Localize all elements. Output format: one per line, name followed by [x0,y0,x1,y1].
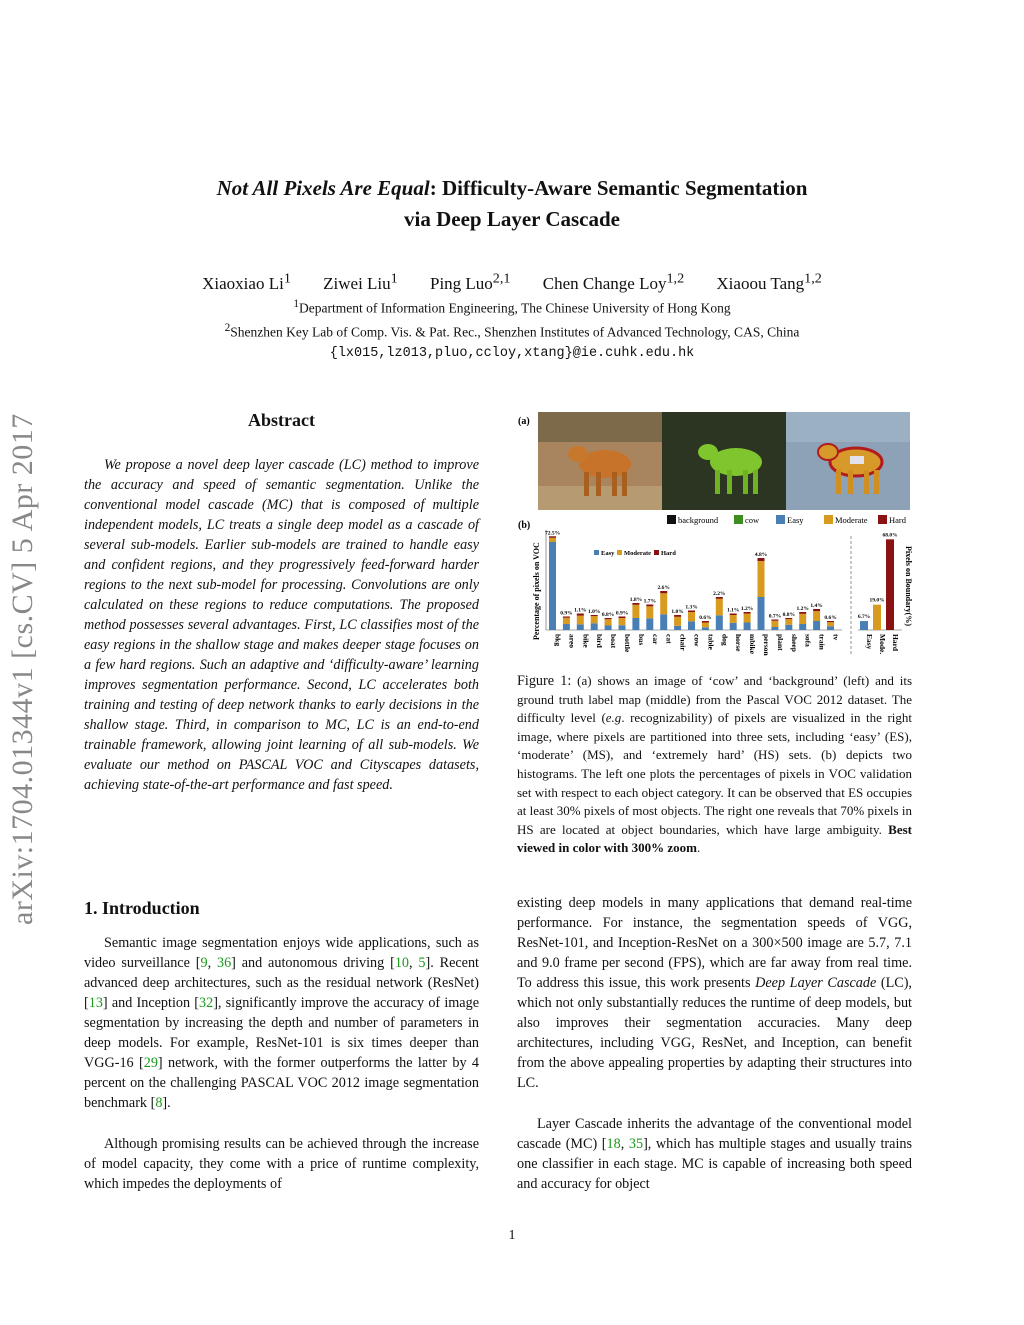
bar-sofa-hard [799,612,806,614]
citation-link[interactable]: 35 [628,1136,644,1152]
bar-horse-moderate [730,615,737,623]
bar-value-label: 1.3% [685,604,698,611]
bar-bus-easy [632,618,639,630]
x-tick-label: car [650,634,660,645]
author: Xiaoou Tang$^{1,2}$ [716,270,822,293]
legend-swatch-easy [776,515,785,524]
ground-truth-label-map [662,412,786,510]
boundary-bar-mode [873,605,881,630]
legend-label: cow [745,515,760,525]
bar-value-label: 0.8% [782,612,795,618]
bar-dog-easy [716,615,723,630]
abstract-text: We propose a novel deep layer cascade (LC) method to improve the accuracy and speed of semantic segmentation. Unlike the conventional model cascade (MC) that is composed of multiple independent models, LC treats a single deep model as a cascade of several sub-models. Earlier sub-models are trained to handle easy and confident regions, and they progressively feed-forward harder regions to the next sub-model for processing. Convolutions are only calculated on these regions to reduce computations. The proposed method possesses several advantages. First, LC classifies most of the easy regions in the shallow stage and makes deeper stage focuses on a few hard regions. Such an adaptive and ‘difficulty-aware’ learning improves segmentation performance. Second, LC accelerates both training and testing of deep network thanks to early decisions in the shallow stage. Third, in comparison to MC, LC is an end-to-end trainable framework, allowing joint learning of all sub-models. We evaluate our method on PASCAL VOC and Cityscapes datasets, achieving state-of-the-art performance and fast speed. [84,457,479,793]
title-line2: via Deep Layer Cascade [404,207,620,231]
bar-value-label: 1.4% [810,603,823,609]
bar-horse-easy [730,623,737,630]
x-tick-label: cow [692,634,702,647]
figure-1 [512,408,914,664]
bar-value-label: 0.8% [601,612,615,618]
bar-value-label: 0.9% [615,610,629,617]
bar-chair-moderate [674,617,681,626]
bar-bird-moderate [591,616,598,623]
bar-car-moderate [646,606,653,618]
citation-link[interactable]: 13 [88,995,103,1011]
author: Chen Change Loy$^{1,2}$ [542,270,685,293]
bar-bird-hard [591,615,598,616]
bar-bkg-moderate [549,538,556,542]
bar-horse-hard [730,614,737,616]
bar-areo-easy [563,624,570,630]
bar-value-label: 72.5% [544,530,561,537]
bar-cat-moderate [660,593,667,614]
figure-label-a: (a) [518,416,530,427]
bar-sheep-hard [785,618,792,619]
citation-link[interactable]: 8 [155,1095,163,1111]
bar-cow-easy [688,621,695,630]
bar-car-easy [646,618,653,630]
bar-value-label: 1.1% [727,607,740,614]
citation-link[interactable]: 29 [143,1055,158,1071]
bar-areo-hard [563,617,570,618]
bar-value-label: 1.0% [588,609,601,615]
affiliation-1: $^1$Department of Information Engineering, The Chinese University of Hong Kong [293,298,731,316]
bar-person-easy [758,597,765,630]
figure-caption: Figure 1: (a) shows an image of ‘cow’ and ‘background’ (left) and its ground truth label map (middle) from the Pascal VOC 2012 dataset. The difficulty level (e.g. recognizability) of pixels are visualized in the right image, where pixels are partitioned into three sets, including ‘easy’ (ES), ‘moderate’ (MS), and ‘extremely hard’ (HS) sets. (b) depicts two histograms. The left one plots the percentages of pixels in VOC validation set with respect to each object category. It can be observed that ES occupies at least 30% pixels of most objects. The right one reveals that 70% pixels in HS are located at object boundaries, which have large ambiguity. Best viewed in color with 300% zoom. [517,673,913,856]
bar-bus-moderate [632,605,639,618]
figure-svg [512,408,914,664]
x-tick-label: cat [664,634,674,644]
x-tick-label: person [762,634,771,656]
author: Ping Luo$^{2,1}$ [429,270,511,293]
bar-cat-easy [660,614,667,630]
bar-plant-hard [771,620,778,621]
bar-cat-hard [660,591,667,593]
citation-link[interactable]: 10 [394,955,409,971]
bar-sofa-easy [799,624,806,630]
figure-label-b: (b) [518,520,531,531]
bar-boat-hard [605,618,612,619]
bar-bike-hard [577,614,584,616]
boundary-bar-hard [886,539,894,630]
legend-swatch-hard [878,515,887,524]
x-tick-label: bike [581,634,591,648]
bar-mbike-moderate [744,614,751,623]
bar-sofa-moderate [799,614,806,624]
x-tick-label: tv [831,634,841,641]
bar-boat-moderate [605,619,612,625]
bar-sheep-moderate [785,619,792,625]
bar-chair-easy [674,626,681,630]
legend-label: Moderate [835,515,868,525]
right-chart-y-label: Pixels on Boundary(%) [904,546,913,627]
citation-link[interactable]: 36 [216,955,232,971]
citation-link[interactable]: 9 [200,955,208,971]
author: Ziwei Liu$^1$ [323,270,398,293]
bar-table-easy [702,627,709,630]
bar-table-moderate [702,623,709,628]
x-tick-label: table [706,634,716,650]
x-tick-label: plant [775,634,785,651]
bar-tv-hard [827,621,834,622]
x-tick-label: chair [678,634,688,651]
legend-label: Hard [889,515,906,525]
bar-value-label: 1.7% [643,598,656,605]
bar-train-moderate [813,611,820,621]
bar-train-easy [813,621,820,630]
citation-link[interactable]: 32 [199,995,214,1011]
bar-value-label: 0.9% [560,610,573,617]
bar-value-label: 1.1% [574,607,587,614]
bar-cow-hard [688,611,695,613]
bar-value-label: 6.7% [857,614,871,621]
legend-label: background [678,515,719,525]
bar-bike-easy [577,624,584,630]
bar-plant-easy [771,627,778,630]
boundary-bar-easy [860,621,868,630]
bar-value-label: 1.0% [671,609,684,615]
cow-photo [538,412,662,510]
author: Xiaoxiao Li$^1$ [202,270,291,293]
bar-bkg-hard [549,536,556,538]
bar-person-hard [758,558,765,561]
abstract-heading: Abstract [248,410,315,430]
right-paragraph-2: Layer Cascade inherits the advantage of the conventional model cascade (MC) [18, 35], which has multiple stages and usually trains one classifier in each stage. MC is capable of increasing both speed and accuracy for object [517,1116,912,1192]
x-tick-label: bottle [623,634,632,653]
arxiv-identifier: arXiv:1704.01344v1 [cs.CV] 5 Apr 2017 [6,413,39,925]
legend-swatch-moderate [824,515,833,524]
page-number: 1 [508,1228,516,1243]
bar-person-moderate [758,561,765,597]
bar-bottle-hard [619,617,626,619]
bar-bird-easy [591,623,598,630]
x-tick-label: Hard [891,634,900,652]
intro-heading: 1. Introduction [84,898,200,918]
inner-legend-label: Easy [601,550,615,557]
x-tick-label: sofa [803,634,813,647]
top-legend [667,515,907,525]
left-chart-y-label: Percentage of pixels on VOC [532,542,541,640]
x-tick-label: bus [636,634,646,646]
bar-chair-hard [674,615,681,617]
paper-title [0,173,1024,235]
x-tick-label: horse [734,634,744,652]
bar-bus-hard [632,603,639,605]
citation-link[interactable]: 18 [606,1136,621,1152]
x-tick-label: Mode. [878,634,887,655]
x-tick-label: areo [567,634,577,649]
x-tick-label: boat [609,634,619,649]
author-list [0,270,1024,294]
title-italic: Not All Pixels Are Equal [216,176,430,200]
bar-value-label: 0.6% [699,615,712,621]
bar-tv-easy [827,626,834,630]
bar-mbike-easy [744,623,751,631]
x-tick-label: sheep [789,634,799,652]
bar-value-label: 19.0% [869,597,885,604]
inner-legend-label: Hard [661,550,676,557]
x-tick-label: bird [595,634,605,648]
x-tick-label: dog [720,634,730,646]
bar-value-label: 4.8% [754,552,768,558]
bar-dog-moderate [716,599,723,616]
affiliation-2: $^2$Shenzhen Key Lab of Comp. Vis. & Pat. Rec., Shenzhen Institutes of Advanced Technology, CAS, China [224,322,800,340]
right-paragraph-1: existing deep models in many applications that demand real-time performance. For instance, the segmentation speeds of VGG, ResNet-101, and Inception-ResNet on a 300×500 image are 5.7, 7.1 and 9.0 frame per second (FPS), which are far away from real time. To address this issue, this work presents Deep Layer Cascade (LC), which not only substantially reduces the runtime of deep models, but also improves their segmentation accuracies. Many deep architectures, including VGG, ResNet, and Inception, can benefit from the above appealing properties by adapting their structures into LC. [517,895,912,1091]
inner-legend-label: Moderate [624,550,652,557]
bar-mbike-hard [744,612,751,614]
x-tick-label: train [817,634,827,650]
legend-label: Easy [787,515,804,525]
bar-bike-moderate [577,616,584,625]
bar-value-label: 1.8% [629,597,643,603]
x-tick-label: mbike [748,634,758,655]
title-line1-rest: : Difficulty-Aware Semantic Segmentation [429,176,808,200]
difficulty-map [786,412,910,510]
bar-value-label: 1.2% [740,606,754,612]
bar-bottle-moderate [619,618,626,625]
bar-areo-moderate [563,618,570,624]
author-emails: {lx015,lz013,pluo,ccloy,xtang}@ie.cuhk.edu.hk [329,346,695,361]
bar-sheep-easy [785,625,792,630]
inner-legend [594,550,676,557]
citation-link[interactable]: 5 [418,955,426,971]
intro-paragraph-1: Semantic image segmentation enjoys wide applications, such as video surveillance [9, 36] and autonomous driving [10, 5]. Recent advanced deep architectures, such as the residual network (ResNet) [13] and Inception [32], significantly improve the accuracy of image segmentation by increasing the depth and number of parameters in deep models. For example, ResNet-101 is six times deeper than VGG-16 [29] network, with the former outperforms the latter by 4 percent on the challenging PASCAL VOC 2012 image segmentation benchmark [8]. [84,935,479,1111]
bar-boat-easy [605,626,612,631]
legend-swatch-background [667,515,676,524]
bar-dog-hard [716,597,723,599]
bar-value-label: 0.6% [824,615,837,621]
intro-paragraph-2: Although promising results can be achieved through the increase of model capacity, they come with a price of runtime complexity, which impedes the deployments of [84,1136,479,1192]
x-tick-label: Easy [865,634,874,650]
x-tick-label: bkg [553,634,563,647]
bar-plant-moderate [771,621,778,627]
bar-car-hard [646,605,653,607]
bar-table-hard [702,621,709,623]
left-chart-bars [545,530,841,656]
bar-value-label: 2.2% [713,591,726,597]
bar-value-label: 2.6% [657,585,670,591]
right-chart-bars [858,532,900,654]
legend-swatch-cow [734,515,743,524]
bar-tv-moderate [827,622,834,626]
bar-bkg-easy [549,542,556,630]
bar-train-hard [813,609,820,611]
bar-value-label: 68.0% [882,532,898,539]
bar-cow-moderate [688,612,695,621]
bar-value-label: 1.2% [796,606,809,612]
bar-bottle-easy [619,625,626,630]
bar-value-label: 0.7% [768,613,782,620]
